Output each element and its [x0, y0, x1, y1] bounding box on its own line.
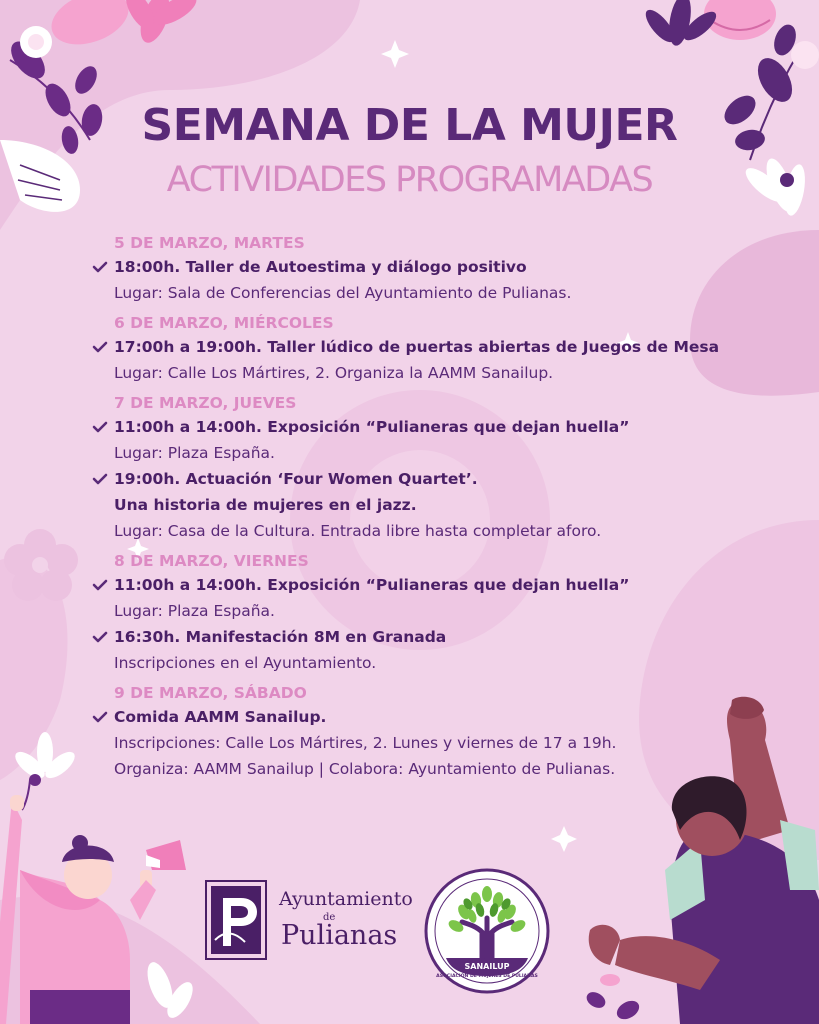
event-detail: Lugar: Casa de la Cultura. Entrada libre hasta completar aforo.	[114, 522, 602, 540]
event-title: 11:00h a 14:00h. Exposición “Pulianeras que dejan huella”	[92, 414, 792, 440]
event-title: 11:00h a 14:00h. Exposición “Pulianeras que dejan huella”	[92, 572, 792, 598]
page-subtitle: ACTIVIDADES PROGRAMADAS	[166, 160, 653, 200]
event-title: 16:30h. Manifestación 8M en Granada	[92, 624, 792, 650]
ayuntamiento-name: Ayuntamiento	[279, 888, 413, 910]
event-detail: Lugar: Sala de Conferencias del Ayuntamiento de Pulianas.	[114, 284, 572, 302]
day-heading: 7 DE MARZO, JUEVES	[114, 394, 297, 412]
event-title: 18:00h. Taller de Autoestima y diálogo positivo	[92, 254, 792, 280]
ayuntamiento-logo	[205, 880, 413, 960]
day-heading: 9 DE MARZO, SÁBADO	[114, 684, 307, 702]
checkmark-icon	[92, 630, 108, 644]
event-title: 17:00h a 19:00h. Taller lúdico de puertas abiertas de Juegos de Mesa	[92, 334, 792, 360]
event-detail: Organiza: AAMM Sanailup | Colabora: Ayuntamiento de Pulianas.	[114, 760, 616, 778]
checkmark-icon	[92, 340, 108, 354]
checkmark-icon	[92, 260, 108, 274]
ayuntamiento-emblem-icon	[205, 880, 267, 960]
event-title: 19:00h. Actuación ‘Four Women Quartet’.	[92, 466, 792, 492]
checkmark-icon	[92, 472, 108, 486]
ayuntamiento-de: de	[323, 912, 336, 923]
event-title-continued: Una historia de mujeres en el jazz.	[114, 496, 417, 514]
schedule-list	[92, 232, 792, 782]
event-detail: Lugar: Calle Los Mártires, 2. Organiza la AAMM Sanailup.	[114, 364, 554, 382]
event-detail: Lugar: Plaza España.	[114, 444, 275, 462]
event-detail: Inscripciones: Calle Los Mártires, 2. Lunes y viernes de 17 a 19h.	[114, 734, 617, 752]
checkmark-icon	[92, 710, 108, 724]
checkmark-icon	[92, 578, 108, 592]
sanailup-name: SANAILUP	[464, 962, 510, 971]
event-detail: Lugar: Plaza España.	[114, 602, 275, 620]
checkmark-icon	[92, 420, 108, 434]
day-heading: 6 DE MARZO, MIÉRCOLES	[114, 314, 334, 332]
sanailup-subtitle: ASOCIACIÓN DE MUJERES DE PULIANAS	[436, 974, 538, 979]
ayuntamiento-town: Pulianas	[281, 920, 398, 951]
event-detail: Inscripciones en el Ayuntamiento.	[114, 654, 377, 672]
page-title: SEMANA DE LA MUJER	[141, 100, 678, 151]
event-title: Comida AAMM Sanailup.	[92, 704, 792, 730]
sanailup-logo	[424, 868, 550, 994]
day-heading: 8 DE MARZO, VIERNES	[114, 552, 309, 570]
day-heading: 5 DE MARZO, MARTES	[114, 234, 305, 252]
